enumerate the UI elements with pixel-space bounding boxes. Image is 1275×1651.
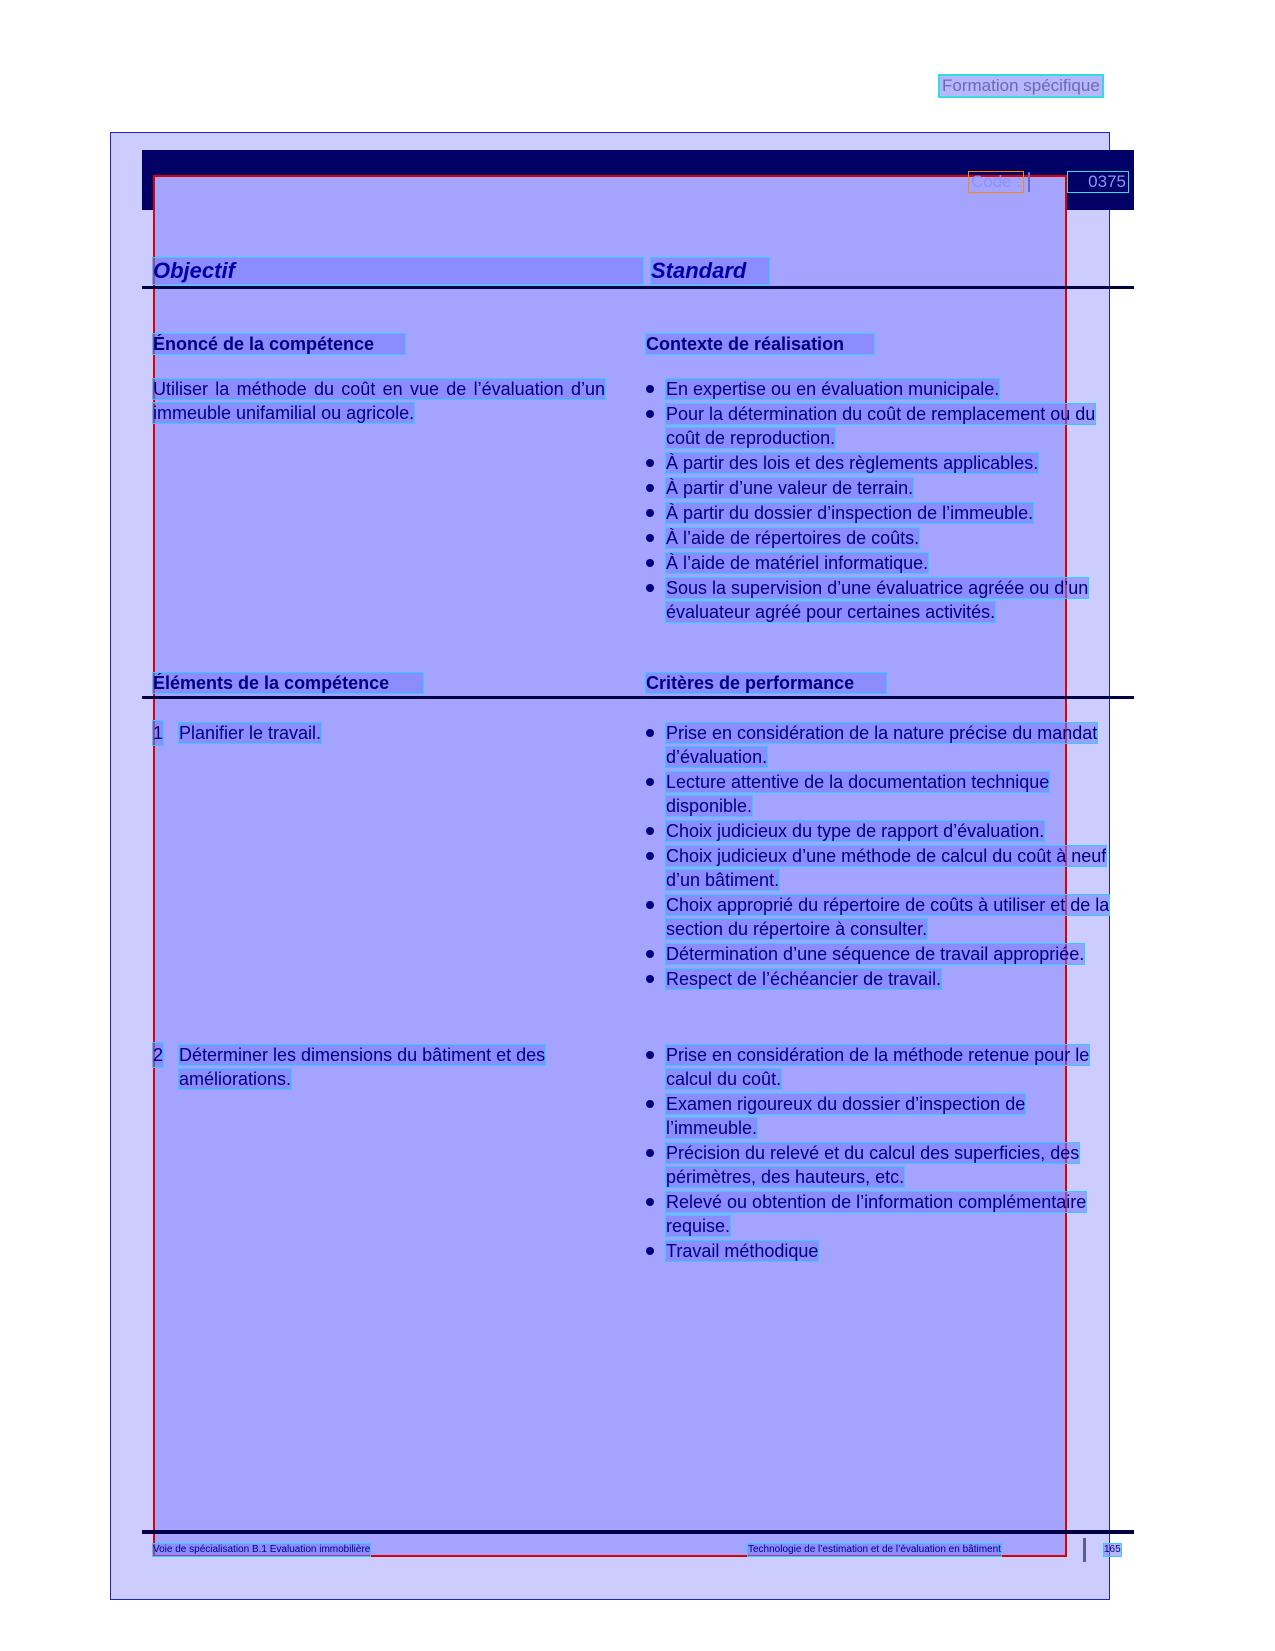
context-text: En expertise ou en évaluation municipale. — [666, 379, 1000, 399]
criterion-text: Prise en considération de la méthode retenue pour le calcul du coût. — [666, 1045, 1090, 1089]
criterion-item — [644, 1239, 1110, 1263]
context-text: À l’aide de répertoires de coûts. — [666, 528, 920, 548]
element-1-number: 1 — [153, 723, 164, 743]
criterion-text: Respect de l’échéancier de travail. — [666, 969, 942, 989]
elements-heading: Éléments de la compétence — [153, 673, 423, 693]
criterion-item — [644, 721, 1110, 769]
standard-title: Standard — [651, 258, 769, 284]
element-2 — [153, 1043, 643, 1091]
criterion-item — [644, 1190, 1110, 1238]
bullet-icon — [646, 852, 654, 860]
criterion-item — [644, 819, 1110, 843]
elements-rule — [142, 696, 1134, 699]
page-number: 165 — [1104, 1544, 1121, 1555]
context-list — [644, 377, 1110, 625]
criterion-text: Relevé ou obtention de l’information complémentaire requise. — [666, 1192, 1087, 1236]
criterion-item — [644, 1141, 1110, 1189]
footer-left: Voie de spécialisation B.1 Évaluation immobilière — [153, 1544, 371, 1555]
context-item — [644, 476, 1110, 500]
criterion-text: Lecture attentive de la documentation technique disponible. — [666, 772, 1050, 816]
criterion-item — [644, 942, 1110, 966]
footer-right: Technologie de l’estimation et de l’évaluation en bâtiment — [748, 1544, 1001, 1555]
criterion-item — [644, 770, 1110, 818]
bullet-icon — [646, 1100, 654, 1108]
context-text: À l’aide de matériel informatique. — [666, 553, 929, 573]
context-item — [644, 402, 1110, 450]
bullet-icon — [646, 1051, 654, 1059]
statement-heading: Énoncé de la compétence — [153, 334, 405, 354]
bullet-icon — [646, 1247, 654, 1255]
criterion-text: Travail méthodique — [666, 1241, 819, 1261]
code-value: 0375 — [1068, 172, 1128, 192]
bullet-icon — [646, 975, 654, 983]
criterion-item — [644, 844, 1110, 892]
criterion-item — [644, 1043, 1110, 1091]
criterion-text: Précision du relevé et du calcul des superficies, des périmètres, des hauteurs, etc. — [666, 1143, 1080, 1187]
criteria-list-1 — [644, 721, 1110, 992]
element-2-text: Déterminer les dimensions du bâtiment et des améliorations. — [179, 1045, 546, 1089]
criterion-item — [644, 893, 1110, 941]
element-1-text: Planifier le travail. — [179, 723, 322, 743]
bullet-icon — [646, 559, 654, 567]
bullet-icon — [646, 584, 654, 592]
statement-text — [153, 377, 605, 425]
criterion-text: Examen rigoureux du dossier d’inspection de l’immeuble. — [666, 1094, 1026, 1138]
footer-divider — [1083, 1538, 1086, 1562]
bullet-icon — [646, 950, 654, 958]
criterion-text: Prise en considération de la nature précise du mandat d’évaluation. — [666, 723, 1098, 767]
bullet-icon — [646, 827, 654, 835]
context-item — [644, 576, 1110, 624]
bullet-icon — [646, 484, 654, 492]
context-text: Pour la détermination du coût de remplacement ou du coût de reproduction. — [666, 404, 1096, 448]
criterion-text: Détermination d’une séquence de travail appropriée. — [666, 944, 1085, 964]
bullet-icon — [646, 901, 654, 909]
bullet-icon — [646, 385, 654, 393]
bullet-icon — [646, 410, 654, 418]
title-rule — [142, 286, 1134, 289]
statement-text-content: Utiliser la méthode du coût en vue de l’évaluation d’un immeuble unifamilial ou agricole. — [153, 379, 605, 423]
context-text: À partir du dossier d’inspection de l’immeuble. — [666, 503, 1034, 523]
element-2-number: 2 — [153, 1045, 164, 1065]
bullet-icon — [646, 729, 654, 737]
bullet-icon — [646, 534, 654, 542]
context-item — [644, 551, 1110, 575]
context-item — [644, 501, 1110, 525]
criterion-text: Choix approprié du répertoire de coûts à utiliser et de la section du répertoire à consulter. — [666, 895, 1110, 939]
context-text: À partir d’une valeur de terrain. — [666, 478, 914, 498]
bullet-icon — [646, 459, 654, 467]
bullet-icon — [646, 509, 654, 517]
context-item — [644, 377, 1110, 401]
criterion-text: Choix judicieux du type de rapport d’évaluation. — [666, 821, 1045, 841]
context-text: Sous la supervision d’une évaluatrice agréée ou d’un évaluateur agréé pour certaines activités. — [666, 578, 1089, 622]
context-item — [644, 526, 1110, 550]
context-heading: Contexte de réalisation — [646, 334, 874, 354]
bullet-icon — [646, 1149, 654, 1157]
context-text: À partir des lois et des règlements applicables. — [666, 453, 1039, 473]
bullet-icon — [646, 778, 654, 786]
criteria-heading: Critères de performance — [646, 673, 886, 693]
criterion-item — [644, 1092, 1110, 1140]
objective-title: Objectif — [153, 258, 643, 284]
criterion-text: Choix judicieux d’une méthode de calcul du coût à neuf d’un bâtiment. — [666, 846, 1107, 890]
footer-rule — [142, 1530, 1134, 1534]
criteria-list-2 — [644, 1043, 1110, 1264]
element-1 — [153, 721, 643, 745]
bullet-icon — [646, 1198, 654, 1206]
criterion-item — [644, 967, 1110, 991]
code-divider — [1028, 172, 1030, 192]
code-label: Code : — [971, 172, 1022, 191]
context-item — [644, 451, 1110, 475]
section-label: Formation spécifique — [942, 76, 1100, 95]
